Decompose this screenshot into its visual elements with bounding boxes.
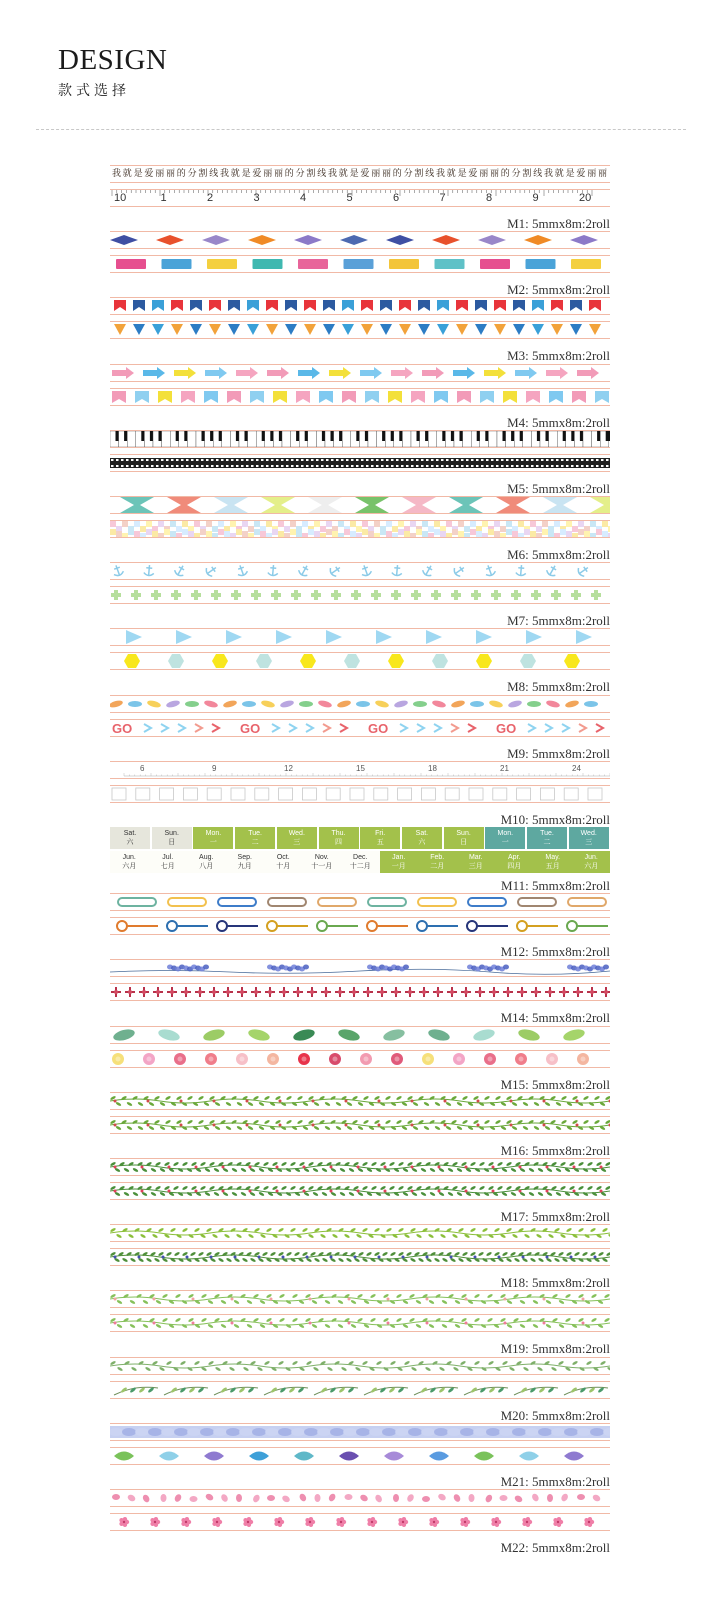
go-text: GO [368, 720, 389, 736]
tape-roll-1 [110, 430, 610, 448]
tape-roll-1 [110, 1158, 610, 1176]
product-m10[interactable] [110, 761, 610, 827]
tape-pattern [110, 1117, 610, 1133]
tape-roll-1 [110, 297, 610, 315]
product-m12[interactable] [110, 893, 610, 959]
calendar-day-cell [569, 827, 609, 849]
tape-pattern [110, 1183, 610, 1199]
tape-roll-2 [110, 189, 610, 207]
product-m15[interactable] [110, 1026, 610, 1092]
tape-pattern [110, 1291, 610, 1307]
tape-roll-1 [110, 1026, 610, 1044]
tape-roll-1 [110, 1357, 610, 1375]
tape-pattern [110, 1093, 610, 1109]
tape-roll-2 [110, 1050, 610, 1068]
calendar-month-cell [187, 851, 226, 873]
month-cn-label: 十月 [276, 862, 291, 870]
day-cn-label: 六 [126, 838, 134, 846]
month-cn-label: 二月 [430, 862, 445, 870]
tape-pattern [110, 984, 610, 1000]
month-cn-label: 三月 [468, 862, 483, 870]
ruler-number: 8 [486, 192, 493, 204]
tape-roll-2 [110, 917, 610, 935]
tape-roll-2 [110, 255, 610, 273]
product-spec-label: M9: 5mmx8m:2roll [507, 745, 610, 761]
product-spec-label: M2: 5mmx8m:2roll [507, 282, 610, 298]
month-label: Jun. [122, 854, 136, 861]
product-spec-label: M1: 5mmx8m:2roll [507, 216, 610, 231]
product-spec-label: M7: 5mmx8m:2roll [507, 613, 610, 629]
calendar-month-cell [264, 851, 303, 873]
page-title: DESIGN [58, 44, 168, 76]
month-label: Jul. [162, 854, 174, 861]
ruler-number: 6 [140, 763, 145, 773]
month-cn-label: 五月 [545, 862, 560, 870]
day-label: Sun. [164, 830, 179, 837]
day-cn-label: 四 [335, 838, 342, 846]
month-label: Jan. [392, 854, 406, 861]
tape-pattern [110, 653, 610, 669]
month-cn-label: 十一月 [311, 862, 333, 870]
month-cn-label: 七月 [160, 862, 175, 870]
ruler-number: 1 [160, 192, 167, 204]
product-spec-label: M8: 5mmx8m:2roll [507, 679, 610, 695]
calendar-month-cell [418, 851, 457, 873]
tape-roll-2 [110, 586, 610, 604]
tape-roll-1 [110, 562, 610, 580]
day-cn-label: 二 [543, 838, 551, 846]
calendar-day-cell [527, 827, 567, 849]
product-m16[interactable] [110, 1092, 610, 1158]
product-m21[interactable] [110, 1423, 610, 1489]
tape-pattern [110, 960, 610, 976]
product-m6[interactable] [110, 496, 610, 562]
ruler-number: 6 [393, 192, 400, 204]
calendar-month-cell [534, 851, 573, 873]
tape-pattern [110, 1448, 610, 1464]
calendar-month-cell [341, 851, 380, 873]
ruler-number: 12 [284, 763, 293, 773]
tape-roll-1 [110, 761, 610, 779]
calendar-day-cell [110, 827, 150, 849]
calendar-day-cell [360, 827, 400, 849]
calendar-month-cell [457, 851, 496, 873]
tape-roll-2 [110, 1182, 610, 1200]
tape-roll-2 [110, 1513, 610, 1531]
product-m2[interactable] [110, 231, 610, 297]
ruler-number: 9 [212, 763, 217, 773]
product-m14[interactable] [110, 959, 610, 1025]
ruler-number: 21 [500, 763, 509, 773]
product-spec-label: M17: 5mmx8m:2roll [500, 1209, 610, 1224]
calendar-day-cell [152, 827, 192, 849]
tape-roll-2 [110, 983, 610, 1001]
calendar-month-cell [226, 851, 265, 873]
m1-tape-text: 我就是爱丽丽的分割线我就是爱丽丽的分割线我就是爱丽丽的分割线我就是爱丽丽的分割线我就是爱丽丽 [112, 169, 609, 179]
product-spec-label: M19: 5mmx8m:2roll [500, 1341, 610, 1357]
tape-roll-1 [110, 893, 610, 911]
ruler-number: 4 [300, 192, 307, 204]
tape-roll-2 [110, 321, 610, 339]
tape-roll-2 [110, 1314, 610, 1332]
month-label: Mar. [468, 854, 483, 861]
tape-pattern [110, 298, 610, 314]
product-m9[interactable] [110, 695, 610, 761]
day-cn-label: 六 [418, 838, 426, 846]
product-spec-label: M16: 5mmx8m:2roll [500, 1142, 610, 1158]
month-cn-label: 八月 [199, 862, 214, 870]
go-text: GO [112, 720, 133, 736]
product-m11[interactable] [110, 827, 610, 893]
day-label: Sat. [415, 830, 429, 837]
tape-pattern [110, 1027, 610, 1043]
product-m1[interactable] [110, 165, 610, 231]
day-label: Fri. [375, 830, 386, 837]
ruler-number: 3 [253, 192, 260, 204]
tape-pattern [110, 1159, 610, 1175]
tape-roll-1 [110, 1092, 610, 1110]
calendar-month-cell [495, 851, 534, 873]
ruler-number: 18 [428, 763, 437, 773]
tape-pattern [110, 1315, 610, 1331]
product-spec-label: M5: 5mmx8m:2roll [507, 480, 610, 496]
ruler-number: 9 [532, 192, 539, 204]
day-cn-label: 一 [209, 838, 217, 846]
tape-roll-1 [110, 827, 610, 851]
day-cn-label: 日 [168, 838, 176, 846]
calendar-day-cell [402, 827, 442, 849]
tape-pattern [110, 720, 610, 736]
calendar-day-cell [485, 827, 525, 849]
ruler-number: 24 [572, 763, 581, 773]
product-m18[interactable] [110, 1224, 610, 1290]
product-m5[interactable] [110, 430, 610, 496]
tape-roll-2 [110, 1248, 610, 1266]
tape-pattern [110, 629, 610, 645]
product-m4[interactable] [110, 364, 610, 430]
tape-pattern [110, 1249, 610, 1265]
month-label: Dec. [353, 854, 368, 861]
tape-roll-2 [110, 719, 610, 737]
month-label: Apr. [508, 854, 521, 861]
tape-roll-1 [110, 628, 610, 646]
day-label: Tue. [540, 830, 554, 837]
ruler-number: 20 [579, 192, 592, 204]
calendar-day-cell [193, 827, 233, 849]
product-m22[interactable] [110, 1489, 610, 1555]
day-label: Thu. [331, 830, 346, 837]
month-cn-label: 十二月 [349, 862, 371, 870]
day-cn-label: 五 [376, 838, 384, 846]
tape-pattern [110, 256, 610, 272]
product-spec-label: M21: 5mmx8m:2roll [500, 1473, 610, 1489]
tape-pattern [110, 786, 610, 802]
tape-roll-1 [110, 959, 610, 977]
tape-roll-2 [110, 454, 610, 472]
product-spec-label: M20: 5mmx8m:2roll [500, 1407, 610, 1423]
tape-roll-1 [110, 1224, 610, 1242]
tape-pattern [110, 389, 610, 405]
tape-roll-2 [110, 388, 610, 406]
tape-roll-2 [110, 520, 610, 538]
tape-pattern [110, 1358, 610, 1374]
month-label: Oct. [276, 854, 290, 861]
product-spec-label: M11: 5mmx8m:2roll [501, 878, 610, 893]
tape-roll-2 [110, 1116, 610, 1134]
month-cn-label: 一月 [391, 862, 406, 870]
day-cn-label: 三 [585, 838, 593, 846]
tape-pattern [110, 431, 610, 447]
calendar-month-cell [380, 851, 419, 873]
day-label: Tue. [248, 830, 262, 837]
month-label: Aug. [199, 854, 214, 861]
tape-roll-2 [110, 1447, 610, 1465]
tape-pattern [110, 563, 610, 579]
calendar-month-cell [303, 851, 342, 873]
tape-roll-1 [110, 1423, 610, 1441]
product-m17[interactable] [110, 1158, 610, 1224]
day-cn-label: 三 [293, 838, 301, 846]
product-m19[interactable] [110, 1290, 610, 1356]
product-spec-label: M6: 5mmx8m:2roll [507, 547, 610, 562]
month-cn-label: 四月 [507, 862, 522, 870]
calendar-day-cell [319, 827, 359, 849]
day-label: Sun. [456, 830, 471, 837]
day-cn-label: 一 [501, 838, 509, 846]
month-label: Sep. [237, 854, 252, 861]
product-spec-label: M12: 5mmx8m:2roll [500, 944, 610, 960]
calendar-month-cell [149, 851, 188, 873]
product-m20[interactable] [110, 1357, 610, 1423]
month-label: May. [545, 854, 561, 861]
tape-pattern [110, 696, 610, 712]
month-label: Nov. [314, 854, 329, 861]
product-m8[interactable] [110, 628, 610, 694]
ruler-number: 15 [356, 763, 365, 773]
calendar-month-cell [110, 851, 149, 873]
tape-roll-2 [110, 851, 610, 873]
tape-pattern [110, 1382, 610, 1398]
month-cn-label: 六月 [122, 862, 137, 870]
day-label: Mon. [497, 830, 514, 837]
month-cn-label: 六月 [584, 862, 599, 870]
tape-pattern [110, 587, 610, 603]
ruler-number: 10 [114, 192, 127, 204]
product-spec-label: M15: 5mmx8m:2roll [500, 1076, 610, 1092]
day-cn-label: 二 [251, 838, 259, 846]
product-spec-label: M10: 5mmx8m:2roll [500, 811, 610, 827]
tape-roll-1 [110, 695, 610, 713]
tape-pattern [110, 918, 610, 934]
tape-pattern [110, 521, 610, 537]
calendar-month-cell [572, 851, 610, 873]
day-cn-label: 日 [460, 838, 468, 846]
go-text: GO [240, 720, 261, 736]
calendar-day-cell [444, 827, 484, 849]
tape-pattern [110, 894, 610, 910]
tape-roll-1 [110, 1489, 610, 1507]
month-label: Jun. [584, 854, 598, 861]
ruler-number: 5 [346, 192, 353, 204]
tape-roll-2 [110, 652, 610, 670]
header-divider [36, 129, 686, 130]
tape-pattern [110, 1424, 610, 1440]
day-label: Wed. [580, 830, 597, 837]
tape-roll-2 [110, 1381, 610, 1399]
tape-roll-1 [110, 1290, 610, 1308]
tape-pattern [110, 1490, 610, 1506]
product-spec-label: M22: 5mmx8m:2roll [500, 1540, 610, 1555]
page-subtitle: 款式选择 [58, 83, 130, 99]
go-text: GO [496, 720, 517, 736]
tape-pattern [110, 365, 610, 381]
day-label: Sat. [123, 830, 137, 837]
tape-roll-1 [110, 496, 610, 514]
month-cn-label: 九月 [237, 862, 252, 870]
product-spec-label: M3: 5mmx8m:2roll [507, 348, 610, 364]
product-m3[interactable] [110, 297, 610, 363]
tape-pattern [110, 232, 610, 248]
day-label: Wed. [288, 830, 305, 837]
ruler-number: 7 [439, 192, 446, 204]
tape-pattern [110, 455, 610, 471]
product-spec-label: M18: 5mmx8m:2roll [500, 1275, 610, 1291]
tape-roll-1 [110, 364, 610, 382]
day-label: Mon. [205, 830, 222, 837]
tape-roll-2 [110, 785, 610, 803]
tape-pattern [110, 1051, 610, 1067]
tape-pattern [110, 1514, 610, 1530]
product-spec-label: M4: 5mmx8m:2roll [507, 414, 610, 430]
tape-pattern [110, 497, 610, 513]
tape-roll-1 [110, 231, 610, 249]
tape-pattern [110, 322, 610, 338]
calendar-day-cell [235, 827, 275, 849]
product-m7[interactable] [110, 562, 610, 628]
calendar-day-cell [277, 827, 317, 849]
tape-pattern [110, 1225, 610, 1241]
product-spec-label: M14: 5mmx8m:2roll [500, 1010, 610, 1026]
month-label: Feb. [430, 854, 445, 861]
tape-roll-1 [110, 165, 610, 183]
ruler-number: 2 [207, 192, 214, 204]
